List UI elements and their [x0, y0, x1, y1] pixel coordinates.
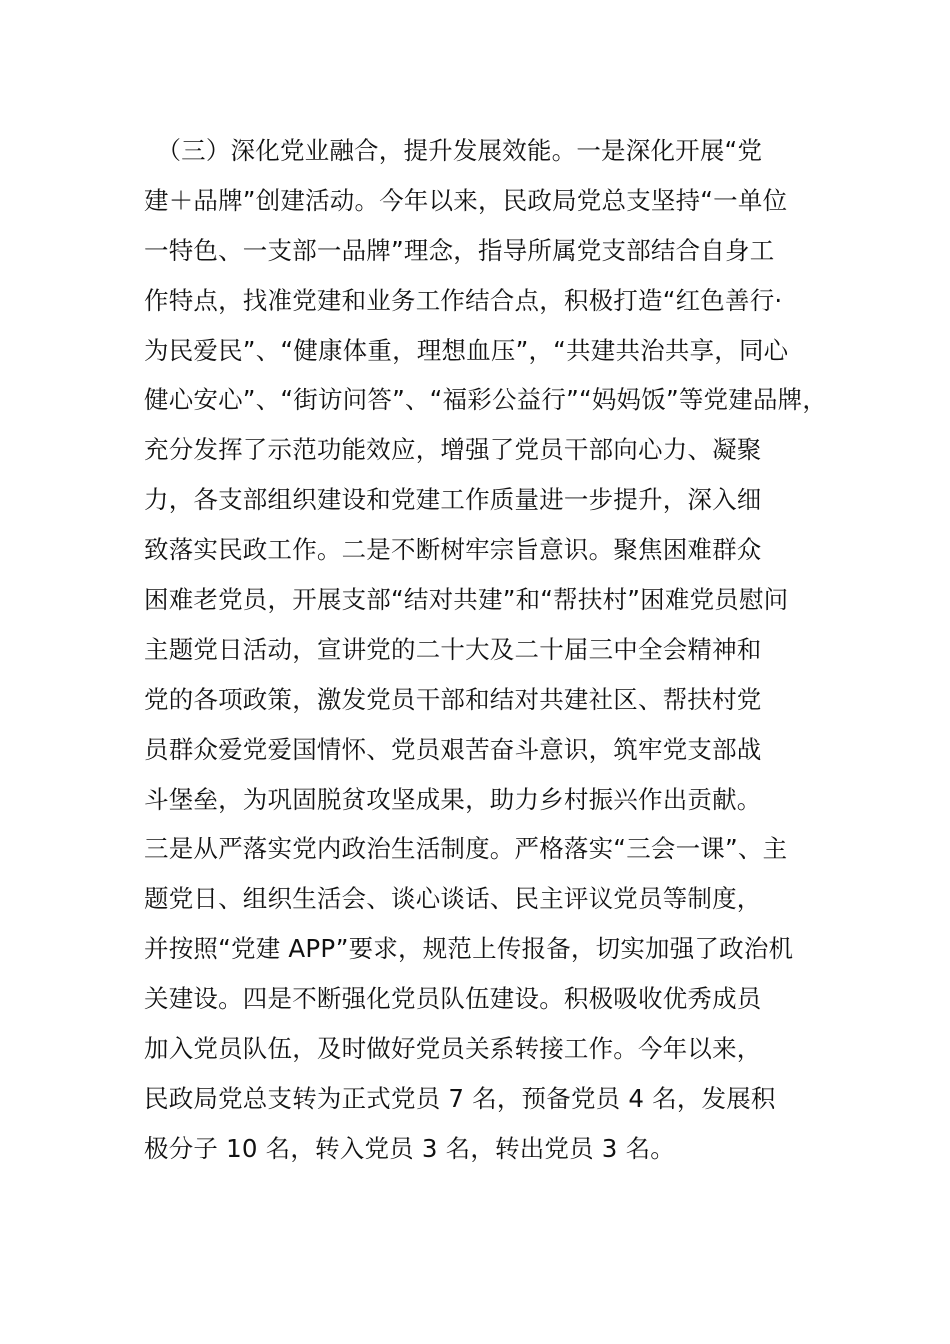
- paragraph-line: 致落实民政工作。二是不断树牢宗旨意识。聚焦困难群众: [144, 535, 762, 565]
- paragraph-line: 作特点，找准党建和业务工作结合点，积极打造“红色善行·: [144, 285, 783, 315]
- paragraph-line: 民政局党总支转为正式党员 7 名，预备党员 4 名，发展积: [144, 1083, 776, 1113]
- paragraph-line: 三是从严落实党内政治生活制度。严格落实“三会一课”、主: [144, 834, 788, 864]
- paragraph-line: 一特色、一支部一品牌”理念，指导所属党支部结合自身工: [144, 235, 775, 265]
- paragraph-line: 党的各项政策，激发党员干部和结对共建社区、帮扶村党: [144, 684, 762, 714]
- paragraph-line: （三）深化党业融合，提升发展效能。一是深化开展“党: [144, 136, 763, 165]
- paragraph-line: 极分子 10 名，转入党员 3 名，转出党员 3 名。: [144, 1133, 675, 1163]
- body-paragraph: [144, 126, 844, 1174]
- paragraph-line: 健心安心”、“街访问答”、“福彩公益行”“妈妈饭”等党建品牌，: [144, 385, 828, 415]
- paragraph-line: 建＋品牌”创建活动。今年以来，民政局党总支坚持“一单位: [144, 185, 788, 215]
- paragraph-line: 关建设。四是不断强化党员队伍建设。积极吸收优秀成员: [144, 984, 762, 1014]
- paragraph-line: 为民爱民”、“健康体重，理想血压”，“共建共治共享，同心: [144, 335, 789, 365]
- paragraph-line: 加入党员队伍，及时做好党员关系转接工作。今年以来，: [144, 1034, 762, 1064]
- paragraph-line: 并按照“党建 APP”要求，规范上传报备，切实加强了政治机: [144, 934, 794, 964]
- paragraph-line: 力，各支部组织建设和党建工作质量进一步提升，深入细: [144, 485, 762, 515]
- paragraph-line: 员群众爱党爱国情怀、党员艰苦奋斗意识，筑牢党支部战: [144, 734, 762, 764]
- paragraph-line: 斗堡垒，为巩固脱贫攻坚成果，助力乡村振兴作出贡献。: [144, 784, 762, 814]
- paragraph-line: 充分发挥了示范功能效应，增强了党员干部向心力、凝聚: [144, 435, 762, 465]
- paragraph-line: 主题党日活动，宣讲党的二十大及二十届三中全会精神和: [144, 634, 762, 664]
- paragraph-line: 题党日、组织生活会、谈心谈话、民主评议党员等制度，: [144, 884, 762, 914]
- paragraph-line: 困难老党员，开展支部“结对共建”和“帮扶村”困难党员慰问: [144, 585, 789, 615]
